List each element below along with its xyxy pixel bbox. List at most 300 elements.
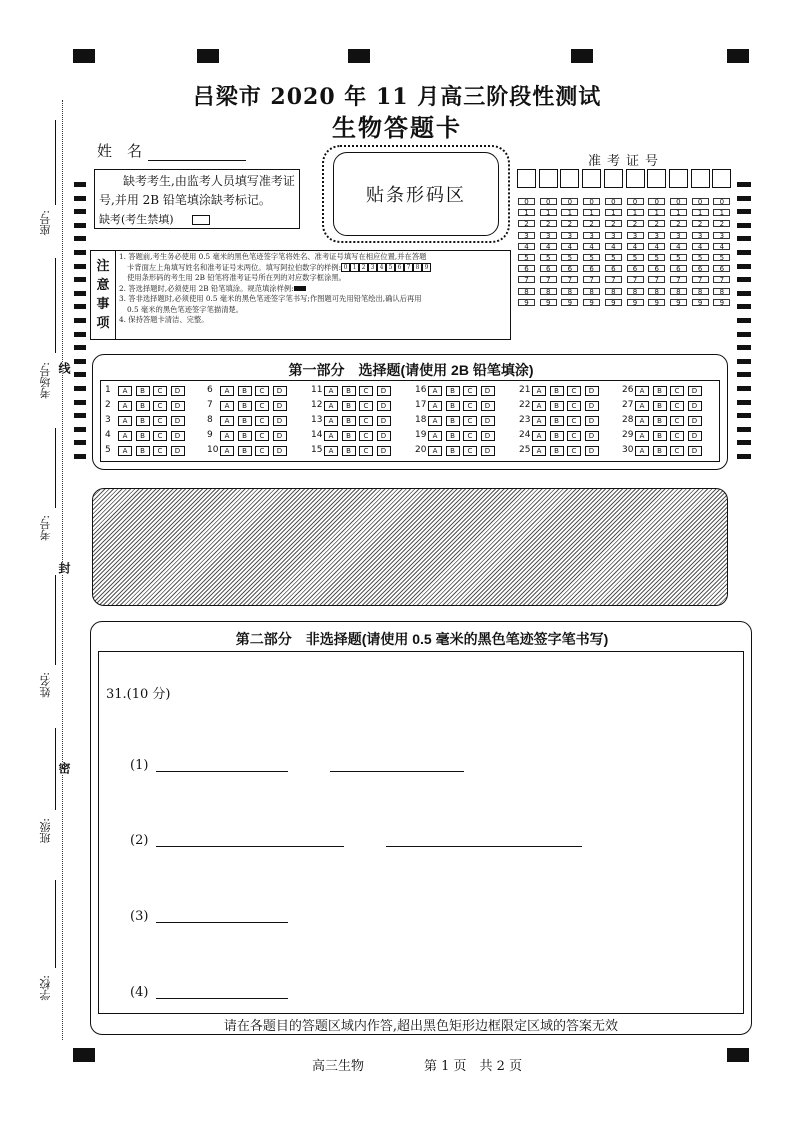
exam-id-bubble[interactable]: 5 <box>561 254 578 261</box>
timing-tick <box>74 223 86 228</box>
timing-tick <box>737 304 751 309</box>
exam-id-bubble[interactable]: 2 <box>648 220 665 227</box>
answer-line[interactable] <box>156 998 288 999</box>
question-number: 18 <box>415 415 427 425</box>
subpart-4-label: (4) <box>130 985 149 1000</box>
question-number: 6 <box>207 385 213 395</box>
answer-area-note: 请在各题目的答题区域内作答,超出黑色矩形边框限定区域的答案无效 <box>223 1019 619 1034</box>
choice-bubble[interactable]: C <box>359 446 373 456</box>
exam-id-bubble[interactable]: 5 <box>670 254 687 261</box>
choice-bubble[interactable]: D <box>273 416 287 426</box>
notice-line: 使用条形码的考生用 2B 铅笔将准考证号所在列的对应数字框涂黑。 <box>127 273 346 282</box>
choice-bubble[interactable]: C <box>463 386 477 396</box>
exam-id-bubble[interactable]: 6 <box>540 265 557 272</box>
exam-id-bubble[interactable]: 7 <box>540 276 557 283</box>
choice-bubble[interactable]: D <box>585 431 599 441</box>
exam-id-bubble[interactable]: 9 <box>627 299 644 306</box>
timing-tick <box>74 440 86 445</box>
exam-id-bubble[interactable]: 5 <box>583 254 600 261</box>
exam-id-bubble[interactable]: 4 <box>627 243 644 250</box>
choice-bubble[interactable]: B <box>342 416 356 426</box>
notice-line: 0.5 毫米的黑色笔迹签字笔描清楚。 <box>127 304 244 314</box>
choice-bubble[interactable]: C <box>670 431 684 441</box>
exam-id-bubble[interactable]: 6 <box>627 265 644 272</box>
exam-id-bubble[interactable]: 8 <box>670 288 687 295</box>
alignment-mark <box>727 49 749 63</box>
choice-bubble[interactable]: D <box>273 446 287 456</box>
exam-id-bubble[interactable]: 0 <box>670 198 687 205</box>
choice-bubble[interactable]: B <box>238 401 252 411</box>
exam-id-bubble[interactable]: 7 <box>518 276 535 283</box>
choice-bubble[interactable]: A <box>532 416 546 426</box>
choice-bubble[interactable]: C <box>670 386 684 396</box>
choice-bubble[interactable]: B <box>238 446 252 456</box>
exam-id-bubble[interactable]: 9 <box>670 299 687 306</box>
choice-bubble[interactable]: A <box>118 386 132 396</box>
choice-bubble[interactable]: C <box>670 446 684 456</box>
name-label: 姓 名 <box>97 142 143 160</box>
exam-id-bubble[interactable]: 4 <box>713 243 730 250</box>
choice-bubble[interactable]: A <box>428 386 442 396</box>
question-number: 5 <box>105 445 111 455</box>
choice-bubble[interactable]: A <box>635 416 649 426</box>
exam-id-bubble[interactable]: 3 <box>583 232 600 239</box>
question-number: 22 <box>519 400 531 410</box>
seal-char-seal: 封 <box>57 562 71 574</box>
exam-id-bubble[interactable]: 1 <box>605 209 622 216</box>
choice-bubble[interactable]: A <box>324 416 338 426</box>
timing-tick <box>737 264 751 269</box>
choice-bubble[interactable]: A <box>324 431 338 441</box>
exam-id-bubble[interactable]: 2 <box>713 220 730 227</box>
exam-id-bubble[interactable]: 0 <box>627 198 644 205</box>
sample-digit-box: 5 <box>386 263 395 272</box>
exam-id-bubble[interactable]: 0 <box>540 198 557 205</box>
exam-id-bubble[interactable]: 1 <box>670 209 687 216</box>
exam-id-bubble[interactable]: 0 <box>605 198 622 205</box>
timing-tick <box>737 332 751 337</box>
choice-bubble[interactable]: C <box>153 446 167 456</box>
notice-box <box>90 250 511 340</box>
exam-id-bubble[interactable]: 0 <box>713 198 730 205</box>
choice-bubble[interactable]: A <box>635 386 649 396</box>
choice-bubble[interactable]: D <box>481 431 495 441</box>
choice-bubble[interactable]: B <box>238 416 252 426</box>
choice-bubble[interactable]: B <box>342 446 356 456</box>
choice-bubble[interactable]: C <box>153 401 167 411</box>
choice-bubble[interactable]: B <box>446 401 460 411</box>
exam-id-bubble[interactable]: 3 <box>648 232 665 239</box>
choice-bubble[interactable]: A <box>428 431 442 441</box>
exam-id-box[interactable] <box>626 169 645 188</box>
exam-id-bubble[interactable]: 0 <box>583 198 600 205</box>
choice-bubble[interactable]: A <box>324 446 338 456</box>
choice-bubble[interactable]: B <box>653 446 667 456</box>
choice-bubble[interactable]: C <box>255 446 269 456</box>
exam-id-bubble[interactable]: 2 <box>627 220 644 227</box>
choice-bubble[interactable]: B <box>653 416 667 426</box>
choice-bubble[interactable]: B <box>653 431 667 441</box>
hatched-area <box>92 488 728 606</box>
choice-bubble[interactable]: A <box>428 416 442 426</box>
choice-bubble[interactable]: C <box>359 416 373 426</box>
notice-line: 2. 答选择题时,必须使用 2B 铅笔填涂。规范填涂样例: <box>119 283 294 293</box>
exam-id-bubble[interactable]: 1 <box>561 209 578 216</box>
choice-bubble[interactable]: D <box>377 386 391 396</box>
choice-bubble[interactable]: D <box>171 386 185 396</box>
choice-bubble[interactable]: C <box>670 401 684 411</box>
question-number: 28 <box>622 415 634 425</box>
exam-id-bubble[interactable]: 8 <box>627 288 644 295</box>
side-label-name: 姓名: <box>39 672 52 698</box>
exam-id-box[interactable] <box>691 169 710 188</box>
exam-id-bubble[interactable]: 5 <box>627 254 644 261</box>
choice-bubble[interactable]: D <box>585 416 599 426</box>
question-31-label: 31.(10 分) <box>106 687 171 702</box>
choice-bubble[interactable]: C <box>153 386 167 396</box>
exam-id-bubble[interactable]: 7 <box>605 276 622 283</box>
timing-tick <box>737 223 751 228</box>
answer-line[interactable] <box>156 771 288 772</box>
choice-bubble[interactable]: B <box>550 446 564 456</box>
choice-bubble[interactable]: A <box>428 401 442 411</box>
barcode-area[interactable] <box>333 152 499 236</box>
timing-tick <box>737 277 751 282</box>
sample-digit-box: 9 <box>422 263 431 272</box>
exam-id-bubble[interactable]: 5 <box>713 254 730 261</box>
exam-id-bubble[interactable]: 3 <box>627 232 644 239</box>
question-number: 7 <box>207 400 213 410</box>
side-line-room[interactable] <box>55 258 56 353</box>
question-number: 29 <box>622 430 634 440</box>
exam-id-bubble[interactable]: 9 <box>561 299 578 306</box>
seal-char-secret: 密 <box>57 762 71 774</box>
choice-bubble[interactable]: A <box>220 416 234 426</box>
choice-bubble[interactable]: B <box>342 401 356 411</box>
choice-bubble[interactable]: D <box>171 416 185 426</box>
sample-digit-box: 8 <box>413 263 422 272</box>
exam-id-bubble[interactable]: 3 <box>518 232 535 239</box>
choice-bubble[interactable]: A <box>324 386 338 396</box>
choice-bubble[interactable]: D <box>481 416 495 426</box>
exam-id-bubble[interactable]: 7 <box>627 276 644 283</box>
choice-bubble[interactable]: B <box>342 386 356 396</box>
exam-id-bubble[interactable]: 0 <box>648 198 665 205</box>
exam-id-bubble[interactable]: 2 <box>540 220 557 227</box>
exam-id-bubble[interactable]: 7 <box>583 276 600 283</box>
choice-bubble[interactable]: D <box>585 401 599 411</box>
answer-line[interactable] <box>156 846 344 847</box>
side-line-class[interactable] <box>55 728 56 810</box>
choice-bubble[interactable]: A <box>118 431 132 441</box>
exam-id-bubble[interactable]: 8 <box>540 288 557 295</box>
answer-line[interactable] <box>386 846 582 847</box>
choice-bubble[interactable]: D <box>688 386 702 396</box>
exam-id-bubble[interactable]: 6 <box>692 265 709 272</box>
timing-tick <box>74 427 86 432</box>
exam-id-bubble[interactable]: 4 <box>648 243 665 250</box>
exam-id-box[interactable] <box>647 169 666 188</box>
timing-tick <box>737 236 751 241</box>
exam-id-bubble[interactable]: 9 <box>583 299 600 306</box>
exam-id-box[interactable] <box>517 169 536 188</box>
choice-bubble[interactable]: B <box>446 446 460 456</box>
choice-bubble[interactable]: B <box>136 416 150 426</box>
notice-heading-char: 事 <box>96 297 110 312</box>
choice-bubble[interactable]: C <box>567 446 581 456</box>
exam-id-bubble[interactable]: 1 <box>540 209 557 216</box>
exam-id-bubble[interactable]: 6 <box>713 265 730 272</box>
exam-id-bubble[interactable]: 3 <box>561 232 578 239</box>
choice-bubble[interactable]: B <box>550 416 564 426</box>
exam-id-bubble[interactable]: 5 <box>518 254 535 261</box>
exam-id-bubble[interactable]: 4 <box>692 243 709 250</box>
choice-bubble[interactable]: C <box>153 431 167 441</box>
choice-bubble[interactable]: B <box>653 386 667 396</box>
absent-text-1: 缺考考生,由监考人员填写准考证 <box>123 174 295 188</box>
alignment-mark <box>73 49 95 63</box>
exam-id-bubble[interactable]: 7 <box>670 276 687 283</box>
timing-tick <box>74 359 86 364</box>
choice-bubble[interactable]: B <box>136 386 150 396</box>
exam-id-bubble[interactable]: 9 <box>692 299 709 306</box>
choice-bubble[interactable]: C <box>255 416 269 426</box>
absent-checkbox[interactable] <box>192 215 210 225</box>
choice-bubble[interactable]: A <box>324 401 338 411</box>
alignment-mark <box>73 1048 95 1062</box>
exam-id-bubble[interactable]: 8 <box>713 288 730 295</box>
choice-bubble[interactable]: D <box>481 446 495 456</box>
choice-bubble[interactable]: A <box>118 416 132 426</box>
exam-id-bubble[interactable]: 2 <box>561 220 578 227</box>
answer-line[interactable] <box>156 922 288 923</box>
choice-bubble[interactable]: D <box>481 386 495 396</box>
exam-id-bubble[interactable]: 9 <box>518 299 535 306</box>
exam-id-bubble[interactable]: 1 <box>648 209 665 216</box>
timing-tick <box>737 345 751 350</box>
choice-bubble[interactable]: B <box>446 431 460 441</box>
choice-bubble[interactable]: D <box>377 401 391 411</box>
choice-bubble[interactable]: B <box>342 431 356 441</box>
exam-id-bubble[interactable]: 8 <box>561 288 578 295</box>
side-line-school[interactable] <box>55 880 56 968</box>
exam-id-bubble[interactable]: 7 <box>692 276 709 283</box>
exam-id-bubble[interactable]: 2 <box>518 220 535 227</box>
choice-bubble[interactable]: D <box>377 431 391 441</box>
sample-digit-box: 6 <box>395 263 404 272</box>
choice-bubble[interactable]: B <box>446 416 460 426</box>
choice-bubble[interactable]: B <box>550 401 564 411</box>
choice-bubble[interactable]: C <box>255 401 269 411</box>
choice-bubble[interactable]: C <box>670 416 684 426</box>
exam-id-bubble[interactable]: 4 <box>583 243 600 250</box>
choice-bubble[interactable]: B <box>136 446 150 456</box>
timing-tick <box>74 277 86 282</box>
choice-bubble[interactable]: C <box>153 416 167 426</box>
notice-line: 4. 保持答题卡清洁、完整。 <box>119 315 209 324</box>
exam-id-bubble[interactable]: 5 <box>605 254 622 261</box>
exam-id-bubble[interactable]: 4 <box>518 243 535 250</box>
exam-id-bubble[interactable]: 9 <box>648 299 665 306</box>
alignment-mark <box>571 49 593 63</box>
exam-id-bubble[interactable]: 2 <box>692 220 709 227</box>
choice-bubble[interactable]: D <box>688 401 702 411</box>
notice-line: 卡背面左上角填写姓名和准考证号末两位。填写阿拉伯数字的样例: <box>127 262 342 272</box>
choice-bubble[interactable]: C <box>463 401 477 411</box>
digit-sample <box>341 263 431 272</box>
exam-id-bubble[interactable]: 4 <box>540 243 557 250</box>
choice-bubble[interactable]: B <box>550 431 564 441</box>
exam-id-bubble[interactable]: 6 <box>561 265 578 272</box>
choice-bubble[interactable]: C <box>359 401 373 411</box>
exam-id-bubble[interactable]: 8 <box>605 288 622 295</box>
exam-id-bubble[interactable]: 1 <box>583 209 600 216</box>
choice-bubble[interactable]: C <box>567 431 581 441</box>
timing-tick <box>74 264 86 269</box>
choice-bubble[interactable]: A <box>220 446 234 456</box>
exam-id-bubble[interactable]: 5 <box>540 254 557 261</box>
question-number: 27 <box>622 400 634 410</box>
question-number: 19 <box>415 430 427 440</box>
choice-bubble[interactable]: A <box>118 401 132 411</box>
exam-id-bubble[interactable]: 9 <box>605 299 622 306</box>
name-field[interactable] <box>148 144 246 161</box>
exam-id-bubble[interactable]: 6 <box>518 265 535 272</box>
choice-bubble[interactable]: C <box>255 431 269 441</box>
choice-bubble[interactable]: C <box>463 416 477 426</box>
notice-heading <box>91 251 116 339</box>
exam-id-bubble[interactable]: 8 <box>518 288 535 295</box>
side-line-name[interactable] <box>55 575 56 665</box>
choice-bubble[interactable]: D <box>273 386 287 396</box>
exam-id-bubble[interactable]: 0 <box>518 198 535 205</box>
exam-id-bubble[interactable]: 4 <box>605 243 622 250</box>
exam-id-bubble[interactable]: 9 <box>713 299 730 306</box>
choice-bubble[interactable]: A <box>635 431 649 441</box>
choice-bubble[interactable]: C <box>567 416 581 426</box>
choice-bubble[interactable]: B <box>238 386 252 396</box>
question-number: 20 <box>415 445 427 455</box>
exam-id-box[interactable] <box>582 169 601 188</box>
exam-id-bubble[interactable]: 3 <box>692 232 709 239</box>
choice-bubble[interactable]: C <box>463 431 477 441</box>
exam-id-bubble[interactable]: 1 <box>518 209 535 216</box>
exam-id-bubble[interactable]: 2 <box>583 220 600 227</box>
choice-bubble[interactable]: B <box>136 401 150 411</box>
exam-id-bubble[interactable]: 1 <box>627 209 644 216</box>
choice-bubble[interactable]: D <box>585 386 599 396</box>
exam-id-bubble[interactable]: 6 <box>670 265 687 272</box>
exam-id-bubble[interactable]: 4 <box>670 243 687 250</box>
choice-bubble[interactable]: B <box>550 386 564 396</box>
choice-bubble[interactable]: D <box>171 446 185 456</box>
exam-id-bubble[interactable]: 3 <box>605 232 622 239</box>
choice-bubble[interactable]: A <box>532 446 546 456</box>
exam-id-bubble[interactable]: 0 <box>692 198 709 205</box>
exam-id-bubble[interactable]: 4 <box>561 243 578 250</box>
choice-bubble[interactable]: A <box>635 401 649 411</box>
exam-id-bubble[interactable]: 6 <box>605 265 622 272</box>
choice-bubble[interactable]: D <box>377 416 391 426</box>
exam-id-bubble[interactable]: 7 <box>648 276 665 283</box>
exam-id-bubble[interactable]: 3 <box>540 232 557 239</box>
exam-id-box[interactable] <box>539 169 558 188</box>
exam-id-bubble[interactable]: 7 <box>713 276 730 283</box>
choice-bubble[interactable]: D <box>273 431 287 441</box>
exam-id-bubble[interactable]: 9 <box>540 299 557 306</box>
exam-id-bubble[interactable]: 5 <box>692 254 709 261</box>
exam-id-bubble[interactable]: 0 <box>561 198 578 205</box>
choice-bubble[interactable]: B <box>136 431 150 441</box>
choice-bubble[interactable]: D <box>377 446 391 456</box>
timing-tick <box>737 196 751 201</box>
exam-id-bubble[interactable]: 5 <box>648 254 665 261</box>
side-line-exam-no[interactable] <box>55 428 56 508</box>
exam-id-bubble[interactable]: 6 <box>583 265 600 272</box>
exam-id-bubble[interactable]: 3 <box>670 232 687 239</box>
exam-id-bubble[interactable]: 8 <box>583 288 600 295</box>
exam-id-box[interactable] <box>604 169 623 188</box>
timing-tick <box>74 236 86 241</box>
exam-id-bubble[interactable]: 1 <box>692 209 709 216</box>
choice-bubble[interactable]: D <box>171 431 185 441</box>
choice-bubble[interactable]: B <box>446 386 460 396</box>
choice-bubble[interactable]: C <box>359 386 373 396</box>
choice-bubble[interactable]: C <box>567 386 581 396</box>
exam-id-bubble[interactable]: 6 <box>648 265 665 272</box>
choice-bubble[interactable]: A <box>220 386 234 396</box>
answer-line[interactable] <box>330 771 464 772</box>
choice-bubble[interactable]: B <box>653 401 667 411</box>
timing-tick <box>737 427 751 432</box>
choice-bubble[interactable]: C <box>359 431 373 441</box>
exam-id-bubble[interactable]: 2 <box>670 220 687 227</box>
choice-bubble[interactable]: D <box>585 446 599 456</box>
exam-id-bubble[interactable]: 7 <box>561 276 578 283</box>
choice-bubble[interactable]: A <box>428 446 442 456</box>
timing-tick <box>74 386 86 391</box>
alignment-mark <box>727 1048 749 1062</box>
exam-id-bubble[interactable]: 1 <box>713 209 730 216</box>
choice-bubble[interactable]: A <box>220 431 234 441</box>
exam-id-bubble[interactable]: 8 <box>648 288 665 295</box>
choice-bubble[interactable]: A <box>532 401 546 411</box>
exam-id-bubble[interactable]: 8 <box>692 288 709 295</box>
choice-bubble[interactable]: D <box>171 401 185 411</box>
timing-tick <box>737 359 751 364</box>
exam-id-box[interactable] <box>712 169 731 188</box>
question-number: 23 <box>519 415 531 425</box>
choice-bubble[interactable]: B <box>238 431 252 441</box>
exam-id-bubble[interactable]: 3 <box>713 232 730 239</box>
exam-id-box[interactable] <box>669 169 688 188</box>
choice-bubble[interactable]: D <box>688 446 702 456</box>
exam-id-box[interactable] <box>560 169 579 188</box>
choice-bubble[interactable]: D <box>688 431 702 441</box>
choice-bubble[interactable]: C <box>463 446 477 456</box>
choice-bubble[interactable]: C <box>567 401 581 411</box>
choice-bubble[interactable]: A <box>220 401 234 411</box>
choice-bubble[interactable]: C <box>255 386 269 396</box>
choice-bubble[interactable]: A <box>532 386 546 396</box>
choice-bubble[interactable]: A <box>635 446 649 456</box>
exam-id-bubble[interactable]: 2 <box>605 220 622 227</box>
choice-bubble[interactable]: D <box>688 416 702 426</box>
choice-bubble[interactable]: D <box>273 401 287 411</box>
choice-bubble[interactable]: D <box>481 401 495 411</box>
choice-bubble[interactable]: A <box>118 446 132 456</box>
choice-bubble[interactable]: A <box>532 431 546 441</box>
